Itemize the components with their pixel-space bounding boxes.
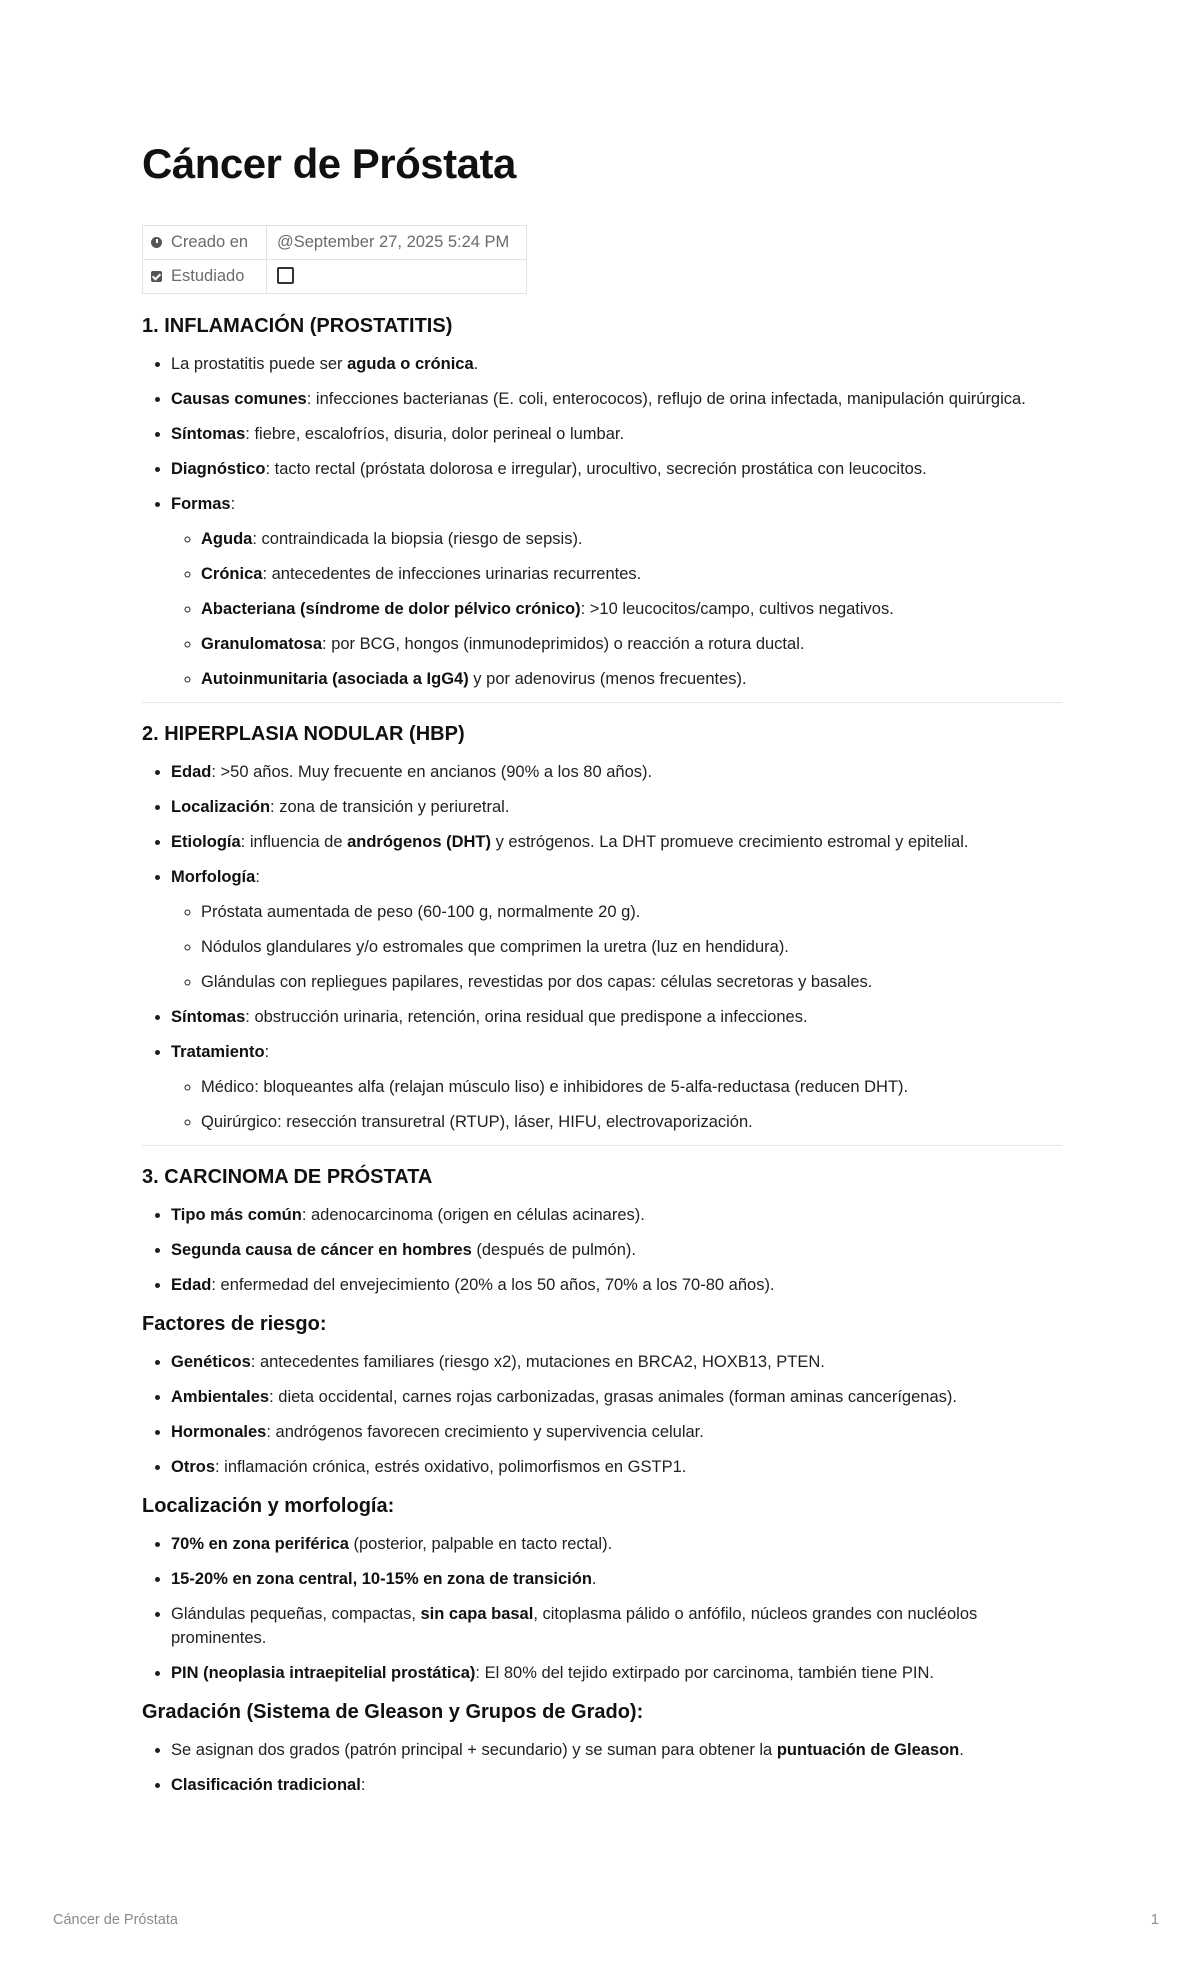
list-item: • Formas: ◦ Aguda: contraindicada la biopsia (riesgo de sepsis). ◦ Crónica: antecedentes de infecciones urinarias recurrentes. ◦ Abacteriana (síndrome de dolor pélvico crónico): >10 leucocitos/campo, cultivos negativos. ◦ Granulomatosa: por BCG, hongos (inmunodeprimidos) o reacción a rotura ductal. ◦ Autoinmunitaria (asociada a IgG4) y por adenovirus (menos frecuentes). [171,492,1062,691]
list-item: • Síntomas: fiebre, escalofríos, disuria, dolor perineal o lumbar. [171,422,1062,446]
list-item: ◦ Crónica: antecedentes de infecciones urinarias recurrentes. [201,562,1062,586]
nested-list [171,527,1062,691]
list-item: ◦ Nódulos glandulares y/o estromales que comprimen la uretra (luz en hendidura). [201,935,1062,959]
list-item: • Tipo más común: adenocarcinoma (origen en células acinares). [171,1203,1062,1227]
subsection-heading: Gradación (Sistema de Gleason y Grupos de Grado): [142,1701,644,1723]
bullet-list [142,760,1062,1134]
section-heading: 1. INFLAMACIÓN (PROSTATITIS) [142,315,453,337]
bullet-list [142,1203,1062,1297]
list-item: • Morfología: ◦ Próstata aumentada de peso (60-100 g, normalmente 20 g). ◦ Nódulos glandulares y/o estromales que comprimen la uretra (luz en hendidura). ◦ Glándulas con repliegues papilares, revestidas por dos capas: células secretoras y basales. [171,865,1062,994]
list-item: • Localización: zona de transición y periuretral. [171,795,1062,819]
clock-icon [151,237,162,248]
list-item: • Segunda causa de cáncer en hombres (después de pulmón). [171,1238,1062,1262]
properties-table [142,225,527,294]
divider [142,702,1062,703]
section-heading: 3. CARCINOMA DE PRÓSTATA [142,1166,433,1188]
list-item: ◦ Próstata aumentada de peso (60-100 g, normalmente 20 g). [201,900,1062,924]
nested-list [171,900,1062,994]
bullet-list [142,1350,1062,1479]
list-item: • 70% en zona periférica (posterior, palpable en tacto rectal). [171,1532,1062,1556]
list-item: • PIN (neoplasia intraepitelial prostática): El 80% del tejido extirpado por carcinoma, también tiene PIN. [171,1661,1062,1685]
list-item: • Se asignan dos grados (patrón principal + secundario) y se suman para obtener la puntuación de Gleason. [171,1738,1062,1762]
divider [142,1145,1062,1146]
list-item: ◦ Médico: bloqueantes alfa (relajan músculo liso) e inhibidores de 5-alfa-reductasa (reducen DHT). [201,1075,1062,1099]
studied-label: Estudiado [171,267,245,285]
list-item: • Tratamiento: ◦ Médico: bloqueantes alfa (relajan músculo liso) e inhibidores de 5-alfa-reductasa (reducen DHT). ◦ Quirúrgico: resección transuretral (RTUP), láser, HIFU, electrovaporización. [171,1040,1062,1134]
list-item: • Glándulas pequeñas, compactas, sin capa basal, citoplasma pálido o anfófilo, núcleos grandes con nucléolos prominentes. [171,1602,1062,1650]
list-item: • Ambientales: dieta occidental, carnes rojas carbonizadas, grasas animales (forman aminas cancerígenas). [171,1385,1062,1409]
list-item: • La prostatitis puede ser aguda o crónica. [171,352,1062,376]
created-label: Creado en [171,233,249,251]
list-item: • Hormonales: andrógenos favorecen crecimiento y supervivencia celular. [171,1420,1062,1444]
nested-list [171,1075,1062,1134]
section-heading: 2. HIPERPLASIA NODULAR (HBP) [142,723,465,745]
list-item: ◦ Quirúrgico: resección transuretral (RTUP), láser, HIFU, electrovaporización. [201,1110,1062,1134]
list-item: • Edad: >50 años. Muy frecuente en ancianos (90% a los 80 años). [171,760,1062,784]
list-item: • Edad: enfermedad del envejecimiento (20% a los 50 años, 70% a los 70-80 años). [171,1273,1062,1297]
bullet-list [142,1738,1062,1797]
property-created [143,226,527,260]
page-title: Cáncer de Próstata [142,140,516,187]
list-item: ◦ Glándulas con repliegues papilares, revestidas por dos capas: células secretoras y basales. [201,970,1062,994]
list-item: • Clasificación tradicional: [171,1773,1062,1797]
list-item: ◦ Granulomatosa: por BCG, hongos (inmunodeprimidos) o reacción a rotura ductal. [201,632,1062,656]
list-item: • 15-20% en zona central, 10-15% en zona de transición. [171,1567,1062,1591]
subsection-heading: Factores de riesgo: [142,1313,327,1335]
studied-checkbox[interactable] [277,267,294,284]
list-item: ◦ Aguda: contraindicada la biopsia (riesgo de sepsis). [201,527,1062,551]
bullet-list [142,352,1062,691]
property-studied [143,260,527,294]
list-item: • Diagnóstico: tacto rectal (próstata dolorosa e irregular), urocultivo, secreción prostática con leucocitos. [171,457,1062,481]
list-item: • Etiología: influencia de andrógenos (DHT) y estrógenos. La DHT promueve crecimiento estromal y epitelial. [171,830,1062,854]
subsection-heading: Localización y morfología: [142,1495,395,1517]
list-item: • Otros: inflamación crónica, estrés oxidativo, polimorfismos en GSTP1. [171,1455,1062,1479]
bullet-list [142,1532,1062,1685]
page-number: 1 [1150,1912,1159,1928]
footer-title: Cáncer de Próstata [53,1912,178,1928]
list-item: • Síntomas: obstrucción urinaria, retención, orina residual que predispone a infecciones. [171,1005,1062,1029]
list-item: • Genéticos: antecedentes familiares (riesgo x2), mutaciones en BRCA2, HOXB13, PTEN. [171,1350,1062,1374]
checkbox-property-icon [151,271,162,282]
created-value[interactable]: @September 27, 2025 5:24 PM [267,226,527,260]
list-item: ◦ Abacteriana (síndrome de dolor pélvico crónico): >10 leucocitos/campo, cultivos negativos. [201,597,1062,621]
list-item: ◦ Autoinmunitaria (asociada a IgG4) y por adenovirus (menos frecuentes). [201,667,1062,691]
document-body [142,313,1062,1797]
list-item: • Causas comunes: infecciones bacterianas (E. coli, enterococos), reflujo de orina infectada, manipulación quirúrgica. [171,387,1062,411]
